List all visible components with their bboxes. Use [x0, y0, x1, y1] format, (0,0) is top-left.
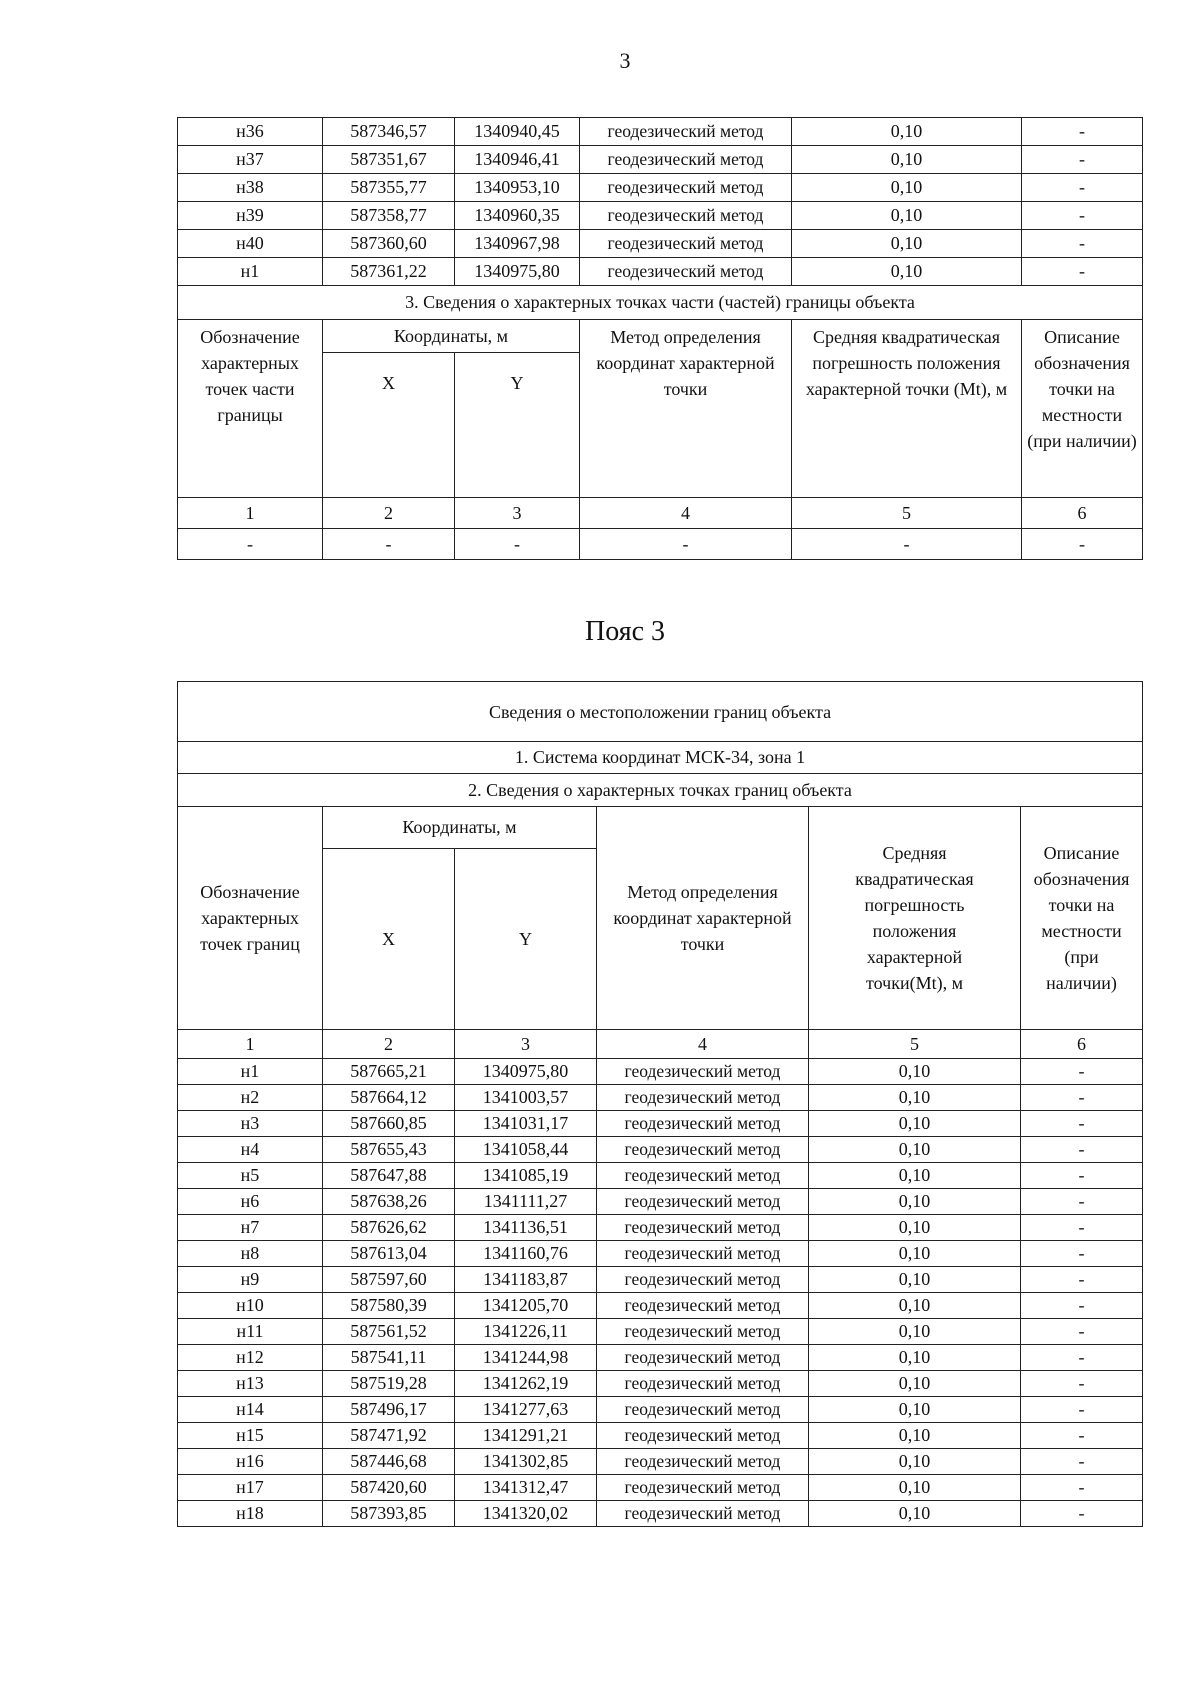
description: -: [1021, 1267, 1143, 1293]
point-id: н3: [178, 1111, 323, 1137]
description: -: [1021, 1059, 1143, 1085]
table-row: [178, 230, 1143, 258]
point-id: н39: [178, 202, 323, 230]
error-value: 0,10: [809, 1163, 1021, 1189]
error-value: 0,10: [809, 1059, 1021, 1085]
point-id: н4: [178, 1137, 323, 1163]
zone-header-designation: Обозначение характерных точек границ: [178, 807, 323, 1030]
table-row: [178, 202, 1143, 230]
column-number: 1: [178, 498, 323, 529]
table-row: [178, 1085, 1143, 1111]
coord-y: 1341205,70: [455, 1293, 597, 1319]
error-value: 0,10: [792, 118, 1022, 146]
header-y: Y: [455, 353, 580, 498]
coord-y: 1341291,21: [455, 1423, 597, 1449]
description: -: [1022, 258, 1143, 286]
header-error: Средняя квадратическая погрешность положения характерной точки (Mt), м: [792, 320, 1022, 498]
coord-y: 1341111,27: [455, 1189, 597, 1215]
error-value: 0,10: [809, 1241, 1021, 1267]
zone-header-description: Описание обозначения точки на местности (при наличии): [1021, 807, 1143, 1030]
error-value: 0,10: [809, 1345, 1021, 1371]
table-row: [178, 1241, 1143, 1267]
point-id: н1: [178, 258, 323, 286]
table-row: [178, 1059, 1143, 1085]
table-row: [178, 1111, 1143, 1137]
coord-y: 1340940,45: [455, 118, 580, 146]
point-id: н40: [178, 230, 323, 258]
coord-y: 1340975,80: [455, 258, 580, 286]
section3-title: 3. Сведения о характерных точках части (частей) границы объекта: [178, 286, 1143, 320]
table-row: [178, 1345, 1143, 1371]
coord-x: 587393,85: [323, 1501, 455, 1527]
description: -: [1021, 1397, 1143, 1423]
description: -: [1022, 118, 1143, 146]
method: геодезический метод: [597, 1163, 809, 1189]
coord-y: 1341320,02: [455, 1501, 597, 1527]
empty-cell: -: [178, 529, 323, 560]
error-value: 0,10: [809, 1137, 1021, 1163]
error-value: 0,10: [809, 1267, 1021, 1293]
point-id: н11: [178, 1319, 323, 1345]
coord-y: 1340975,80: [455, 1059, 597, 1085]
table-row: [178, 1475, 1143, 1501]
description: -: [1021, 1241, 1143, 1267]
table-row: [178, 1319, 1143, 1345]
method: геодезический метод: [597, 1501, 809, 1527]
column-number: 1: [178, 1030, 323, 1059]
coord-x: 587655,43: [323, 1137, 455, 1163]
method: геодезический метод: [580, 202, 792, 230]
method: геодезический метод: [580, 118, 792, 146]
description: -: [1021, 1085, 1143, 1111]
coord-x: 587519,28: [323, 1371, 455, 1397]
description: -: [1021, 1423, 1143, 1449]
point-id: н9: [178, 1267, 323, 1293]
method: геодезический метод: [597, 1319, 809, 1345]
coord-y: 1340953,10: [455, 174, 580, 202]
table-row: [178, 1189, 1143, 1215]
point-id: н12: [178, 1345, 323, 1371]
coord-y: 1340967,98: [455, 230, 580, 258]
point-id: н36: [178, 118, 323, 146]
table-row: [178, 174, 1143, 202]
coord-x: 587597,60: [323, 1267, 455, 1293]
method: геодезический метод: [580, 258, 792, 286]
error-value: 0,10: [809, 1111, 1021, 1137]
zone-header-y: Y: [455, 849, 597, 1030]
method: геодезический метод: [597, 1423, 809, 1449]
point-id: н14: [178, 1397, 323, 1423]
point-id: н38: [178, 174, 323, 202]
table-row: [178, 1371, 1143, 1397]
zone-header-title-text: Сведения о местоположении границ объекта: [488, 701, 832, 722]
table-row: [178, 1423, 1143, 1449]
zone-header-title: [178, 682, 1143, 742]
point-id: н37: [178, 146, 323, 174]
method: геодезический метод: [597, 1085, 809, 1111]
zone-header-x: X: [323, 849, 455, 1030]
column-number: 4: [597, 1030, 809, 1059]
column-number: 3: [455, 498, 580, 529]
column-number: 5: [809, 1030, 1021, 1059]
zone-header-coordinates: Координаты, м: [323, 807, 597, 849]
table-row: [178, 146, 1143, 174]
column-number: 5: [792, 498, 1022, 529]
method: геодезический метод: [580, 230, 792, 258]
column-number: 3: [455, 1030, 597, 1059]
method: геодезический метод: [597, 1397, 809, 1423]
coord-y: 1341085,19: [455, 1163, 597, 1189]
method: геодезический метод: [597, 1267, 809, 1293]
method: геодезический метод: [580, 174, 792, 202]
coord-y: 1340946,41: [455, 146, 580, 174]
coord-y: 1341003,57: [455, 1085, 597, 1111]
coord-system: 1. Система координат МСК-34, зона 1: [178, 742, 1143, 774]
coord-x: 587613,04: [323, 1241, 455, 1267]
zone-title: Пояс 3: [585, 616, 665, 647]
error-value: 0,10: [792, 174, 1022, 202]
description: -: [1021, 1163, 1143, 1189]
zone-table-body: [178, 1059, 1143, 1527]
coord-y: 1340960,35: [455, 202, 580, 230]
empty-cell: -: [455, 529, 580, 560]
description: -: [1022, 174, 1143, 202]
header-x: X: [323, 353, 455, 498]
description: -: [1021, 1345, 1143, 1371]
coord-x: 587660,85: [323, 1111, 455, 1137]
method: геодезический метод: [597, 1345, 809, 1371]
coord-x: 587420,60: [323, 1475, 455, 1501]
description: -: [1022, 230, 1143, 258]
point-id: н1: [178, 1059, 323, 1085]
header-method: Метод определения координат характерной точки: [580, 320, 792, 498]
coord-y: 1341058,44: [455, 1137, 597, 1163]
point-id: н6: [178, 1189, 323, 1215]
coord-x: 587626,62: [323, 1215, 455, 1241]
table-row: [178, 1293, 1143, 1319]
coord-x: 587446,68: [323, 1449, 455, 1475]
table-row: [178, 1137, 1143, 1163]
description: -: [1021, 1371, 1143, 1397]
table-row: [178, 1397, 1143, 1423]
error-value: 0,10: [792, 202, 1022, 230]
coord-x: 587665,21: [323, 1059, 455, 1085]
empty-cell: -: [792, 529, 1022, 560]
coord-y: 1341226,11: [455, 1319, 597, 1345]
point-id: н10: [178, 1293, 323, 1319]
coord-y: 1341244,98: [455, 1345, 597, 1371]
error-value: 0,10: [809, 1397, 1021, 1423]
coord-y: 1341262,19: [455, 1371, 597, 1397]
method: геодезический метод: [597, 1293, 809, 1319]
coord-x: 587647,88: [323, 1163, 455, 1189]
point-id: н8: [178, 1241, 323, 1267]
point-id: н18: [178, 1501, 323, 1527]
point-id: н2: [178, 1085, 323, 1111]
coord-x: 587496,17: [323, 1397, 455, 1423]
error-value: 0,10: [809, 1293, 1021, 1319]
error-value: 0,10: [809, 1371, 1021, 1397]
table-row: [178, 118, 1143, 146]
point-id: н15: [178, 1423, 323, 1449]
method: геодезический метод: [597, 1449, 809, 1475]
coord-y: 1341312,47: [455, 1475, 597, 1501]
method: геодезический метод: [597, 1137, 809, 1163]
coord-x: 587664,12: [323, 1085, 455, 1111]
coord-x: 587351,67: [323, 146, 455, 174]
method: геодезический метод: [597, 1111, 809, 1137]
method: геодезический метод: [597, 1215, 809, 1241]
header-coordinates: Координаты, м: [323, 320, 580, 353]
error-value: 0,10: [809, 1423, 1021, 1449]
coord-x: 587346,57: [323, 118, 455, 146]
coord-y: 1341183,87: [455, 1267, 597, 1293]
table-row: [178, 258, 1143, 286]
description: -: [1021, 1475, 1143, 1501]
error-value: 0,10: [809, 1085, 1021, 1111]
coord-x: 587561,52: [323, 1319, 455, 1345]
coord-x: 587471,92: [323, 1423, 455, 1449]
zone-header-method: Метод определения координат характерной точки: [597, 807, 809, 1030]
point-id: н5: [178, 1163, 323, 1189]
error-value: 0,10: [792, 258, 1022, 286]
method: геодезический метод: [597, 1371, 809, 1397]
error-value: 0,10: [809, 1501, 1021, 1527]
column-number: 6: [1021, 1030, 1143, 1059]
empty-cell: -: [580, 529, 792, 560]
header-designation: Обозначение характерных точек части границы: [178, 320, 323, 498]
top-table-body: [178, 118, 1143, 286]
page-number: 3: [619, 48, 631, 73]
table-top: [177, 117, 1143, 560]
table-zone3: [177, 681, 1143, 1527]
column-number: 4: [580, 498, 792, 529]
error-value: 0,10: [809, 1319, 1021, 1345]
column-number: 2: [323, 498, 455, 529]
description: -: [1021, 1189, 1143, 1215]
description: -: [1022, 202, 1143, 230]
point-id: н17: [178, 1475, 323, 1501]
coord-y: 1341160,76: [455, 1241, 597, 1267]
description: -: [1021, 1215, 1143, 1241]
coord-y: 1341302,85: [455, 1449, 597, 1475]
empty-cell: -: [323, 529, 455, 560]
coord-x: 587358,77: [323, 202, 455, 230]
coord-x: 587360,60: [323, 230, 455, 258]
method: геодезический метод: [580, 146, 792, 174]
coord-y: 1341277,63: [455, 1397, 597, 1423]
empty-cell: -: [1022, 529, 1143, 560]
column-number: 6: [1022, 498, 1143, 529]
description: -: [1021, 1501, 1143, 1527]
error-value: 0,10: [809, 1475, 1021, 1501]
point-id: н16: [178, 1449, 323, 1475]
error-value: 0,10: [809, 1449, 1021, 1475]
coord-x: 587361,22: [323, 258, 455, 286]
error-value: 0,10: [809, 1189, 1021, 1215]
coord-x: 587355,77: [323, 174, 455, 202]
description: -: [1021, 1293, 1143, 1319]
method: геодезический метод: [597, 1059, 809, 1085]
point-id: н13: [178, 1371, 323, 1397]
method: геодезический метод: [597, 1475, 809, 1501]
zone-header-error: Средняя квадратическая погрешность положения характерной точки(Mt), м: [809, 807, 1021, 1030]
coord-x: 587580,39: [323, 1293, 455, 1319]
coord-x: 587541,11: [323, 1345, 455, 1371]
column-number: 2: [323, 1030, 455, 1059]
description: -: [1022, 146, 1143, 174]
description: -: [1021, 1319, 1143, 1345]
description: -: [1021, 1449, 1143, 1475]
table-row: [178, 1501, 1143, 1527]
error-value: 0,10: [792, 230, 1022, 258]
table-row: [178, 1449, 1143, 1475]
method: геодезический метод: [597, 1241, 809, 1267]
description: -: [1021, 1137, 1143, 1163]
error-value: 0,10: [809, 1215, 1021, 1241]
point-id: н7: [178, 1215, 323, 1241]
error-value: 0,10: [792, 146, 1022, 174]
method: геодезический метод: [597, 1189, 809, 1215]
table-row: [178, 1163, 1143, 1189]
coord-y: 1341136,51: [455, 1215, 597, 1241]
coord-x: 587638,26: [323, 1189, 455, 1215]
header-description: Описание обозначения точки на местности (при наличии): [1022, 320, 1143, 498]
table-row: [178, 1267, 1143, 1293]
table-row: [178, 1215, 1143, 1241]
section2-title: 2. Сведения о характерных точках границ объекта: [178, 774, 1143, 807]
coord-y: 1341031,17: [455, 1111, 597, 1137]
description: -: [1021, 1111, 1143, 1137]
